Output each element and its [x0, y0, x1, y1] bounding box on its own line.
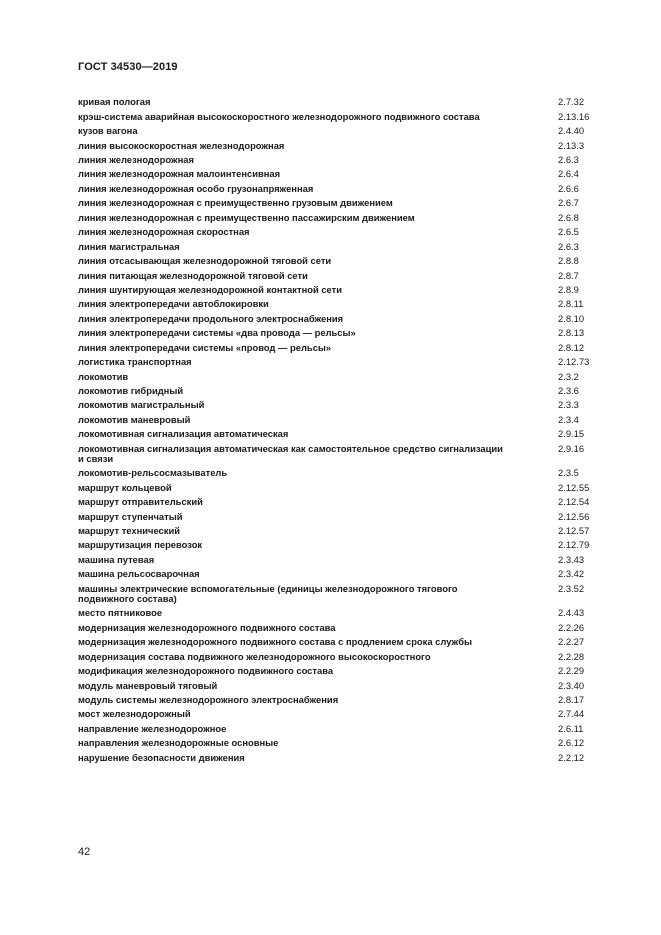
index-entry: [78, 679, 598, 693]
index-entry: [78, 183, 598, 197]
index-entry: [78, 110, 598, 124]
index-reference: 2.3.52: [558, 582, 585, 594]
index-term: направления железнодорожные основные: [78, 737, 279, 749]
index-reference: 2.12.54: [558, 496, 590, 508]
index-term: место пятниковое: [78, 607, 163, 619]
index-term: линия электропередачи продольного электроснабжения: [78, 312, 344, 324]
index-reference: 2.3.2: [558, 370, 579, 382]
index-term: маршрутизация перевозок: [78, 539, 203, 551]
index-reference: 2.6.4: [558, 168, 579, 180]
index-reference: 2.3.42: [558, 568, 585, 580]
index-reference: 2.2.26: [558, 621, 585, 633]
index-term: логистика транспортная: [78, 356, 192, 368]
index-reference: 2.13.16: [558, 110, 590, 122]
index-entry: [78, 269, 598, 283]
index-entry: [78, 240, 598, 254]
index-reference: 2.6.3: [558, 240, 579, 252]
index-term: модуль системы железнодорожного электроснабжения: [78, 693, 339, 705]
index-entry: [78, 737, 598, 751]
index-entry: [78, 443, 598, 468]
index-reference: 2.7.32: [558, 96, 585, 108]
index-entry: [78, 298, 598, 312]
index-entry: [78, 525, 598, 539]
index-term: модернизация железнодорожного подвижного состава: [78, 621, 336, 633]
index-term: модернизация железнодорожного подвижного состава с продлением срока службы: [78, 636, 472, 648]
index-reference: 2.8.12: [558, 341, 585, 353]
index-entry: [78, 607, 598, 621]
index-reference: 2.12.79: [558, 539, 590, 551]
index-reference: 2.9.16: [558, 442, 585, 454]
index-term: линия отсасывающая железнодорожной тяговой сети: [78, 255, 332, 267]
index-reference: 2.3.43: [558, 553, 585, 565]
index-reference: 2.12.55: [558, 481, 590, 493]
index-entry: [78, 622, 598, 636]
index-reference: 2.3.6: [558, 385, 579, 396]
index-term: крэш-система аварийная высокоскоростного железнодорожного подвижного состава: [78, 110, 480, 122]
index-term: линия электропередачи автоблокировки: [78, 298, 269, 310]
index-term: модуль маневровый тяговый: [78, 679, 218, 691]
index-reference: 2.12.57: [558, 525, 590, 537]
term-index-list: [78, 96, 598, 766]
index-entry: [78, 510, 598, 524]
page-number: 42: [78, 846, 91, 858]
index-entry: [78, 481, 598, 495]
index-term: маршрут ступенчатый: [78, 510, 183, 522]
index-reference: 2.12.56: [558, 510, 590, 522]
index-term: линия питающая железнодорожной тяговой сети: [78, 269, 308, 281]
index-term: локомотив маневровый: [78, 413, 191, 425]
index-reference: 2.8.9: [558, 283, 579, 295]
index-entry: [78, 139, 598, 153]
index-reference: 2.7.44: [558, 708, 585, 720]
index-reference: 2.3.5: [558, 467, 579, 479]
index-entry: [78, 554, 598, 568]
index-entry: [78, 694, 598, 708]
index-reference: 2.6.5: [558, 226, 579, 238]
index-entry: [78, 414, 598, 428]
index-reference: 2.6.6: [558, 182, 579, 194]
index-term: линия электропередачи системы «два провода — рельсы»: [78, 327, 356, 339]
index-reference: 2.6.12: [558, 737, 585, 749]
index-reference: 2.2.12: [558, 751, 585, 763]
index-entry: [78, 723, 598, 737]
index-term: машины электрические вспомогательные (единицы железнодорожного тягового подвижного состава): [78, 582, 458, 605]
index-term: линия электропередачи системы «провод — рельсы»: [78, 341, 332, 353]
index-entry: [78, 313, 598, 327]
document-header: ГОСТ 34530—2019: [78, 61, 178, 73]
index-entry: [78, 665, 598, 679]
index-entry: [78, 385, 598, 399]
index-entry: [78, 496, 598, 510]
index-entry: [78, 197, 598, 211]
index-term: линия железнодорожная с преимущественно грузовым движением: [78, 197, 393, 209]
index-reference: 2.6.11: [558, 722, 584, 734]
index-term: линия шунтирующая железнодорожной контактной сети: [78, 283, 342, 295]
index-term: линия высокоскоростная железнодорожная: [78, 139, 285, 151]
index-entry: [78, 96, 598, 110]
index-entry: [78, 255, 598, 269]
index-reference: 2.4.40: [558, 125, 585, 137]
index-entry: [78, 212, 598, 226]
index-entry: [78, 650, 598, 664]
index-reference: 2.12.73: [558, 356, 590, 368]
index-reference: 2.3.4: [558, 413, 579, 425]
index-term: линия железнодорожная скоростная: [78, 226, 250, 238]
index-term: локомотивная сигнализация автоматическая как самостоятельное средство сигнализации и связи: [78, 442, 503, 465]
index-term: линия железнодорожная с преимущественно пассажирским движением: [78, 211, 415, 223]
index-reference: 2.8.10: [558, 312, 585, 324]
index-reference: 2.8.7: [558, 269, 579, 281]
index-term: маршрут кольцевой: [78, 481, 172, 493]
index-reference: 2.3.3: [558, 399, 579, 411]
index-reference: 2.8.17: [558, 693, 585, 705]
index-entry: [78, 539, 598, 553]
index-term: кривая пологая: [78, 96, 151, 108]
index-entry: [78, 467, 598, 481]
index-entry: [78, 125, 598, 139]
index-term: мост железнодорожный: [78, 708, 191, 720]
index-term: маршрут отправительский: [78, 496, 203, 508]
index-term: локомотив: [78, 370, 129, 382]
index-reference: 2.8.11: [558, 298, 584, 310]
index-entry: [78, 428, 598, 442]
index-entry: [78, 636, 598, 650]
index-term: машина рельсосварочная: [78, 568, 200, 580]
index-entry: [78, 568, 598, 582]
index-entry: [78, 327, 598, 341]
index-entry: [78, 168, 598, 182]
index-entry: [78, 583, 598, 608]
index-term: линия железнодорожная особо грузонапряженная: [78, 182, 314, 194]
index-reference: 2.6.3: [558, 154, 579, 165]
index-reference: 2.9.15: [558, 428, 585, 440]
index-reference: 2.8.8: [558, 255, 579, 267]
index-entry: [78, 370, 598, 384]
index-reference: 2.4.43: [558, 607, 585, 619]
index-term: модификация железнодорожного подвижного состава: [78, 665, 334, 677]
index-reference: 2.6.7: [558, 197, 579, 209]
index-entry: [78, 341, 598, 355]
index-term: кузов вагона: [78, 125, 138, 137]
index-reference: 2.2.29: [558, 665, 585, 677]
index-term: нарушение безопасности движения: [78, 751, 245, 763]
index-entry: [78, 284, 598, 298]
index-term: локомотив гибридный: [78, 385, 184, 396]
index-term: модернизация состава подвижного железнодорожного высокоскоростного: [78, 650, 431, 662]
index-reference: 2.13.3: [558, 139, 585, 151]
index-reference: 2.2.27: [558, 636, 585, 648]
index-term: направление железнодорожное: [78, 722, 227, 734]
index-entry: [78, 708, 598, 722]
index-term: линия железнодорожная: [78, 154, 194, 165]
index-term: локомотивная сигнализация автоматическая: [78, 428, 289, 440]
index-term: локомотив-рельсосмазыватель: [78, 467, 228, 479]
index-entry: [78, 356, 598, 370]
index-term: линия железнодорожная малоинтенсивная: [78, 168, 281, 180]
index-reference: 2.3.40: [558, 679, 585, 691]
index-entry: [78, 226, 598, 240]
index-reference: 2.2.28: [558, 650, 585, 662]
index-term: локомотив магистральный: [78, 399, 205, 411]
index-term: линия магистральная: [78, 240, 180, 252]
index-term: маршрут технический: [78, 525, 180, 537]
index-term: машина путевая: [78, 553, 155, 565]
index-reference: 2.6.8: [558, 211, 579, 223]
index-entry: [78, 154, 598, 168]
index-reference: 2.8.13: [558, 327, 585, 339]
index-entry: [78, 751, 598, 765]
index-entry: [78, 399, 598, 413]
